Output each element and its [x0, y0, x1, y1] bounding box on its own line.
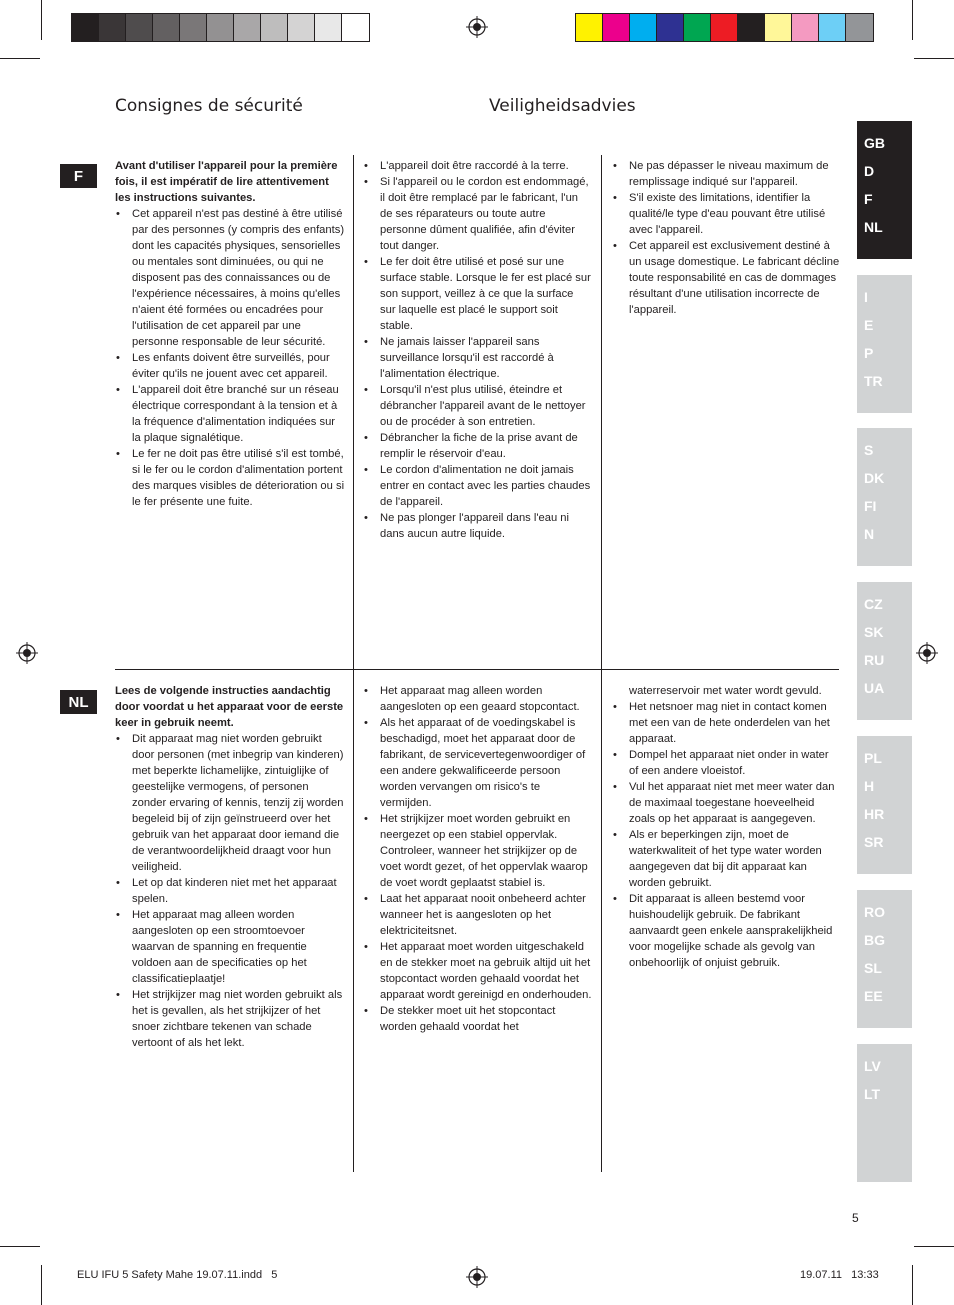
language-code: SK: [864, 624, 884, 640]
language-code: EE: [864, 988, 883, 1004]
list-item: • Het apparaat moet worden uitgeschakeld en de stekker moet na gebruik altijd uit het stopcontact worden gehaald voordat het apparaat wordt gereinigd en onderhouden.: [363, 939, 593, 1003]
column-divider: [601, 155, 602, 669]
color-swatch: [288, 14, 315, 41]
crop-mark: [41, 0, 42, 40]
column-divider: [353, 155, 354, 669]
dutch-column-1: [115, 683, 345, 1051]
color-swatch: [261, 14, 288, 41]
list-item: • Het strijkijzer mag niet worden gebruikt als het is gevallen, als het strijkijzer of het snoer zichtbare tekenen van schade vertoont of als het lekt.: [115, 987, 345, 1051]
crop-mark: [914, 1246, 954, 1247]
language-tab-group: [857, 275, 912, 413]
process-color-bar: [575, 13, 874, 42]
list-item: • Cet appareil n'est pas destiné à être utilisé par des personnes (y compris des enfants) dont les capacités physiques, sensorielles ou mentales sont diminuées, ou qui ne disposent pas des connaissances ou de l'expérience nécessaires, à moins qu'elles n'aient été formées ou encadrées pour l'utilisation de cet appareil par une personne responsable de leur sécurité.: [115, 206, 345, 350]
language-code: UA: [864, 680, 885, 696]
color-swatch: [819, 14, 846, 41]
crop-mark: [0, 58, 40, 59]
color-swatch: [576, 14, 603, 41]
crop-mark: [912, 1265, 913, 1305]
list-item: • Débrancher la fiche de la prise avant de remplir le réservoir d'eau.: [363, 430, 591, 462]
color-swatch: [657, 14, 684, 41]
list-item: • L'appareil doit être branché sur un réseau électrique correspondant à la tension et à la fréquence d'alimentation indiquées sur la plaque signalétique.: [115, 382, 345, 446]
registration-mark-icon: [466, 1266, 488, 1288]
list-item: • Let op dat kinderen niet met het apparaat spelen.: [115, 875, 345, 907]
list-item: • Laat het apparaat nooit onbeheerd achter wanneer het is aangesloten op het elektriciteitsnet.: [363, 891, 593, 939]
list-item: • Als er beperkingen zijn, moet de waterkwaliteit of het type water worden aangegeven dat bij dit apparaat kan worden gebruikt.: [612, 827, 840, 891]
list-item: • Het apparaat mag alleen worden aangesloten op een geaard stopcontact.: [363, 683, 593, 715]
list-item: • Ne pas dépasser le niveau maximum de remplissage indiqué sur l'appareil.: [612, 158, 840, 190]
registration-mark-icon: [916, 642, 938, 664]
language-code: LT: [864, 1086, 881, 1102]
dutch-column-2: [363, 683, 593, 1035]
language-code: HR: [864, 806, 885, 822]
color-swatch: [738, 14, 765, 41]
french-column-2: [363, 158, 591, 542]
list-item: • Les enfants doivent être surveillés, pour éviter qu'ils ne jouent avec cet appareil.: [115, 350, 345, 382]
language-tab-group: [857, 890, 912, 1028]
list-item: • Ne jamais laisser l'appareil sans surveillance lorsqu'il est raccordé à l'alimentation électrique.: [363, 334, 591, 382]
list-item: • Dit apparaat mag niet worden gebruikt door personen (met inbegrip van kinderen) met beperkte lichamelijke, zintuiglijke of geestelijke vermogens, of personen zonder ervaring of kennis, tenzij zij worden begeleid bij of zijn geïnstrueerd over het gebruik van het apparaat door iemand die de verantwoordelijkheid draagt voor hun veiligheid.: [115, 731, 345, 875]
language-code: FI: [864, 498, 877, 514]
color-swatch: [765, 14, 792, 41]
registration-mark-icon: [16, 642, 38, 664]
language-tab-group: [857, 121, 912, 259]
color-swatch: [207, 14, 234, 41]
language-code: P: [864, 345, 874, 361]
color-swatch: [126, 14, 153, 41]
dutch-column-3: [612, 683, 840, 971]
language-code: RO: [864, 904, 885, 920]
language-code: N: [864, 526, 875, 542]
list-item: • Het strijkijzer moet worden gebruikt en neergezet op een stabiel oppervlak. Controleer, wanneer het strijkijzer op de voet wordt gezet, of het oppervlak waarop de voet wordt geplaatst stabiel is.: [363, 811, 593, 891]
registration-mark-icon: [466, 16, 488, 38]
language-code: H: [864, 778, 875, 794]
language-code: E: [864, 317, 874, 333]
color-swatch: [684, 14, 711, 41]
language-tab-group: [857, 582, 912, 720]
color-swatch: [315, 14, 342, 41]
column-divider: [353, 669, 354, 1172]
crop-mark: [0, 1246, 40, 1247]
color-swatch: [342, 14, 369, 41]
color-swatch: [234, 14, 261, 41]
list-item: • Vul het apparaat niet met meer water dan de maximaal toegestane hoeveelheid zoals op het apparaat is aangegeven.: [612, 779, 840, 827]
section-divider: [115, 669, 839, 670]
dutch-safety-list: [612, 699, 840, 971]
list-item: • De stekker moet uit het stopcontact worden gehaald voordat het: [363, 1003, 593, 1035]
dutch-safety-list: [363, 683, 593, 1035]
language-code: RU: [864, 652, 885, 668]
language-code: S: [864, 442, 874, 458]
language-tag-dutch: NL: [60, 690, 97, 714]
language-code: CZ: [864, 596, 883, 612]
language-code: D: [864, 163, 875, 179]
list-item: • Lorsqu'il n'est plus utilisé, éteindre et débrancher l'appareil avant de le nettoyer ou de procéder à son entretien.: [363, 382, 591, 430]
language-code: NL: [864, 219, 883, 235]
footer-date: 19.07.11 13:33: [800, 1269, 879, 1281]
crop-mark: [914, 58, 954, 59]
french-safety-list: [115, 206, 345, 510]
french-lead-text: Avant d'utiliser l'appareil pour la première fois, il est impératif de lire attentivement les instructions suivantes.: [115, 160, 338, 204]
heading-french: Consignes de sécurité: [115, 96, 303, 116]
dutch-continuation-text: waterreservoir met water wordt gevuld.: [629, 685, 822, 697]
list-item: • Le fer doit être utilisé et posé sur une surface stable. Lorsque le fer est placé sur son support, veillez à ce que la surface sur laquelle est placé le support soit stable.: [363, 254, 591, 334]
list-item: • Als het apparaat of de voedingskabel is beschadigd, moet het apparaat door de fabrikant, de servicevertegenwoordiger of een andere gekwalificeerde persoon worden vervangen om risico's te vermijden.: [363, 715, 593, 811]
language-tab-group: [857, 1044, 912, 1182]
color-swatch: [603, 14, 630, 41]
language-tab-group: [857, 736, 912, 874]
color-swatch: [72, 14, 99, 41]
list-item: • Dit apparaat is alleen bestemd voor huishoudelijk gebruik. De fabrikant aanvaardt geen enkele aansprakelijkheid voor mogelijke schade als gevolg van onbehoorlijk of onjuist gebruik.: [612, 891, 840, 971]
french-safety-list: [612, 158, 840, 318]
list-item: • L'appareil doit être raccordé à la terre.: [363, 158, 591, 174]
french-column-3: [612, 158, 840, 318]
list-item: • Si l'appareil ou le cordon est endommagé, il doit être remplacé par le fabricant, l'un de ses réparateurs ou toute autre personne dûment qualifiée, afin d'éviter tout danger.: [363, 174, 591, 254]
dutch-safety-list: [115, 731, 345, 1051]
grayscale-color-bar: [71, 13, 370, 42]
french-safety-list: [363, 158, 591, 542]
list-item: • Le fer ne doit pas être utilisé s'il est tombé, si le fer ou le cordon d'alimentation portent des marques visibles de déterioration ou si le fer présente une fuite.: [115, 446, 345, 510]
language-code: DK: [864, 470, 885, 486]
list-item: • Ne pas plonger l'appareil dans l'eau ni dans aucun autre liquide.: [363, 510, 591, 542]
color-swatch: [153, 14, 180, 41]
language-code: LV: [864, 1058, 881, 1074]
language-code: BG: [864, 932, 885, 948]
language-code: I: [864, 289, 868, 305]
language-code: SR: [864, 834, 884, 850]
color-swatch: [180, 14, 207, 41]
crop-mark: [912, 0, 913, 40]
list-item: • Het netsnoer mag niet in contact komen met een van de hete onderdelen van het apparaat.: [612, 699, 840, 747]
crop-mark: [41, 1265, 42, 1305]
dutch-lead-text: Lees de volgende instructies aandachtig door voordat u het apparaat voor de eerste keer in gebruik neemt.: [115, 685, 344, 729]
language-code: TR: [864, 373, 883, 389]
color-swatch: [711, 14, 738, 41]
page-number: 5: [852, 1211, 859, 1225]
color-swatch: [792, 14, 819, 41]
color-swatch: [846, 14, 873, 41]
language-tab-group: [857, 428, 912, 566]
list-item: • Le cordon d'alimentation ne doit jamais entrer en contact avec les parties chaudes de l'appareil.: [363, 462, 591, 510]
color-swatch: [99, 14, 126, 41]
footer-file-info: ELU IFU 5 Safety Mahe 19.07.11.indd 5: [77, 1269, 278, 1281]
language-code: GB: [864, 135, 885, 151]
language-tag-french: F: [60, 164, 97, 188]
list-item: • Dompel het apparaat niet onder in water of een andere vloeistof.: [612, 747, 840, 779]
language-code: F: [864, 191, 873, 207]
color-swatch: [630, 14, 657, 41]
list-item: • Cet appareil est exclusivement destiné à un usage domestique. Le fabricant décline toute responsabilité en cas de dommages résultant d'une utilisation incorrecte de l'appareil.: [612, 238, 840, 318]
language-code: PL: [864, 750, 882, 766]
column-divider: [601, 669, 602, 1172]
heading-dutch: Veiligheidsadvies: [489, 96, 636, 116]
list-item: • S'il existe des limitations, identifier la qualité/le type d'eau pouvant être utilisé avec l'appareil.: [612, 190, 840, 238]
language-code: SL: [864, 960, 882, 976]
list-item: • Het apparaat mag alleen worden aangesloten op een stroomtoevoer waarvan de spanning en frequentie voldoen aan de specificaties op het classificatieplaatje!: [115, 907, 345, 987]
french-column-1: [115, 158, 345, 510]
